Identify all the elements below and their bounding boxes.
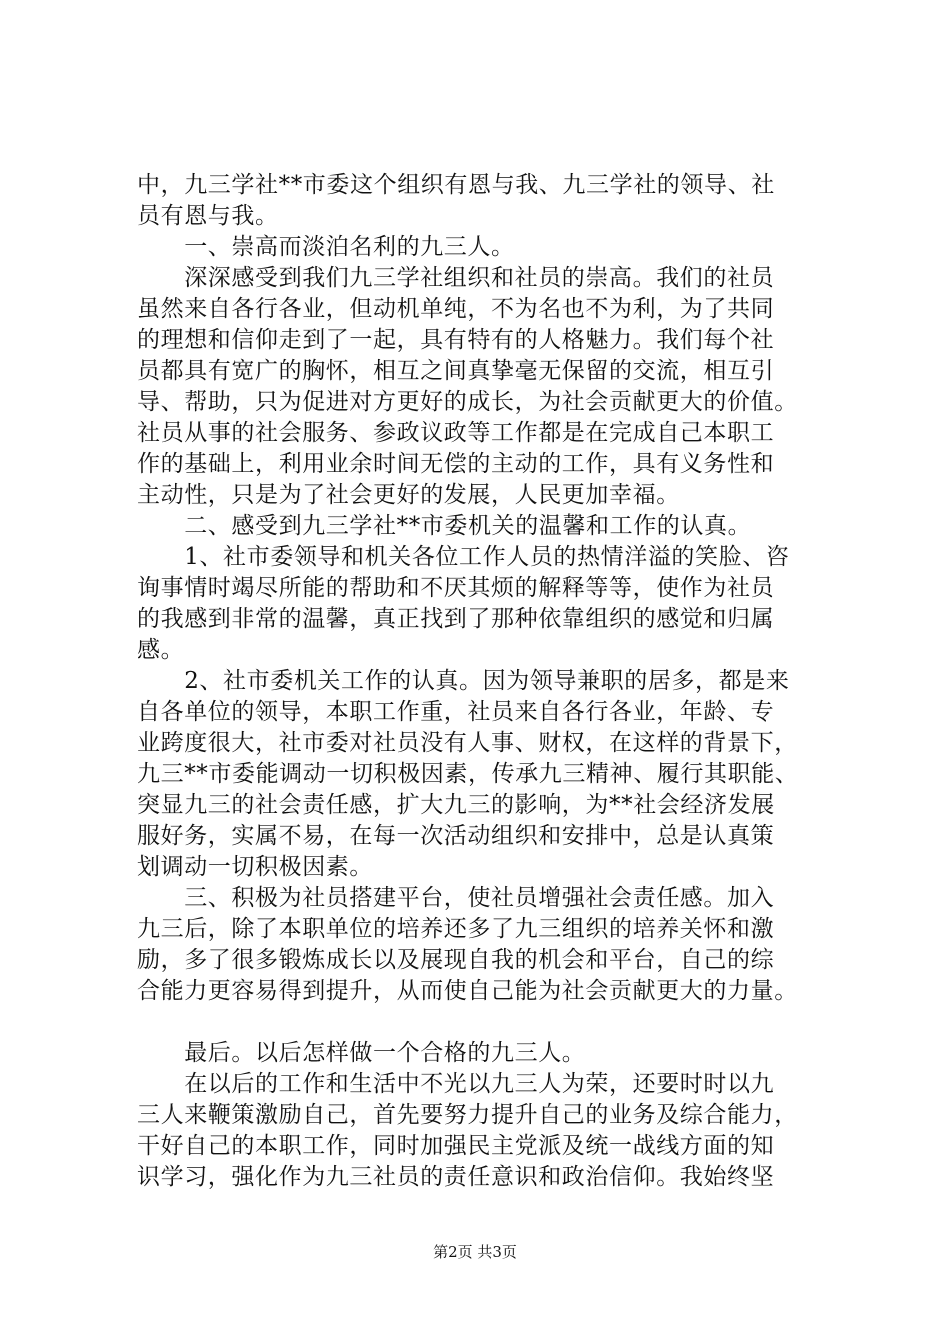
text-line: 在以后的工作和生活中不光以九三人为荣，还要时时以九: [137, 1071, 775, 1097]
text-line: 业跨度很大，社市委对社员没有人事、财权，在这样的背景下，: [137, 730, 798, 756]
text-line: 服好务，实属不易，在每一次活动组织和安排中，总是认真策: [137, 823, 775, 849]
text-line: 1、社市委领导和机关各位工作人员的热情洋溢的笑脸、咨: [137, 544, 790, 570]
text-line: 导、帮助，只为促进对方更好的成长，为社会贡献更大的价值。: [137, 389, 798, 415]
section-heading: 一、崇高而淡泊名利的九三人。: [137, 234, 515, 260]
text-line: 三人来鞭策激励自己，首先要努力提升自己的业务及综合能力，: [137, 1102, 798, 1128]
text-line: 识学习，强化作为九三社员的责任意识和政治信仰。我始终坚: [137, 1164, 775, 1190]
document-body: [137, 170, 827, 1193]
text-line: 深深感受到我们九三学社组织和社员的崇高。我们的社员: [137, 265, 775, 291]
text-line: 划调动一切积极因素。: [137, 854, 373, 880]
text-line: 虽然来自各行各业，但动机单纯，不为名也不为利，为了共同: [137, 296, 775, 322]
text-line: 突显九三的社会责任感，扩大九三的影响，为**社会经济发展: [137, 792, 775, 818]
text-line: 自各单位的领导，本职工作重，社员来自各行各业，年龄、专: [137, 699, 775, 725]
page-number-footer: 第2页 共3页: [433, 1243, 517, 1261]
blank-line: [137, 1007, 827, 1038]
text-line: 员有恩与我。: [137, 203, 279, 229]
text-line: 干好自己的本职工作，同时加强民主党派及统一战线方面的知: [137, 1133, 775, 1159]
section-heading: 最后。以后怎样做一个合格的九三人。: [137, 1040, 586, 1066]
section-heading: 三、积极为社员搭建平台，使社员增强社会责任感。加入: [137, 885, 775, 911]
section-heading: 二、感受到九三学社**市委机关的温馨和工作的认真。: [137, 513, 752, 539]
text-line: 主动性，只是为了社会更好的发展，人民更加幸福。: [137, 482, 680, 508]
text-line: 九三后，除了本职单位的培养还多了九三组织的培养关怀和激: [137, 916, 775, 942]
text-line: 询事情时竭尽所能的帮助和不厌其烦的解释等等，使作为社员: [137, 575, 775, 601]
text-line: 2、社市委机关工作的认真。因为领导兼职的居多，都是来: [137, 668, 790, 694]
text-line: 员都具有宽广的胸怀，相互之间真挚毫无保留的交流，相互引: [137, 358, 775, 384]
text-line: 感。: [137, 637, 185, 663]
text-line: 中，九三学社**市委这个组织有恩与我、九三学社的领导、社: [137, 172, 775, 198]
text-line: 的理想和信仰走到了一起，具有特有的人格魅力。我们每个社: [137, 327, 775, 353]
text-line: 合能力更容易得到提升，从而使自己能为社会贡献更大的力量。: [137, 978, 798, 1004]
text-line: 社员从事的社会服务、参政议政等工作都是在完成自己本职工: [137, 420, 775, 446]
text-line: 励，多了很多锻炼成长以及展现自我的机会和平台，自己的综: [137, 947, 775, 973]
text-line: 的我感到非常的温馨，真正找到了那种依靠组织的感觉和归属: [137, 606, 775, 632]
text-line: 作的基础上，利用业余时间无偿的主动的工作，具有义务性和: [137, 451, 775, 477]
text-line: 九三**市委能调动一切积极因素，传承九三精神、履行其职能、: [137, 761, 799, 787]
